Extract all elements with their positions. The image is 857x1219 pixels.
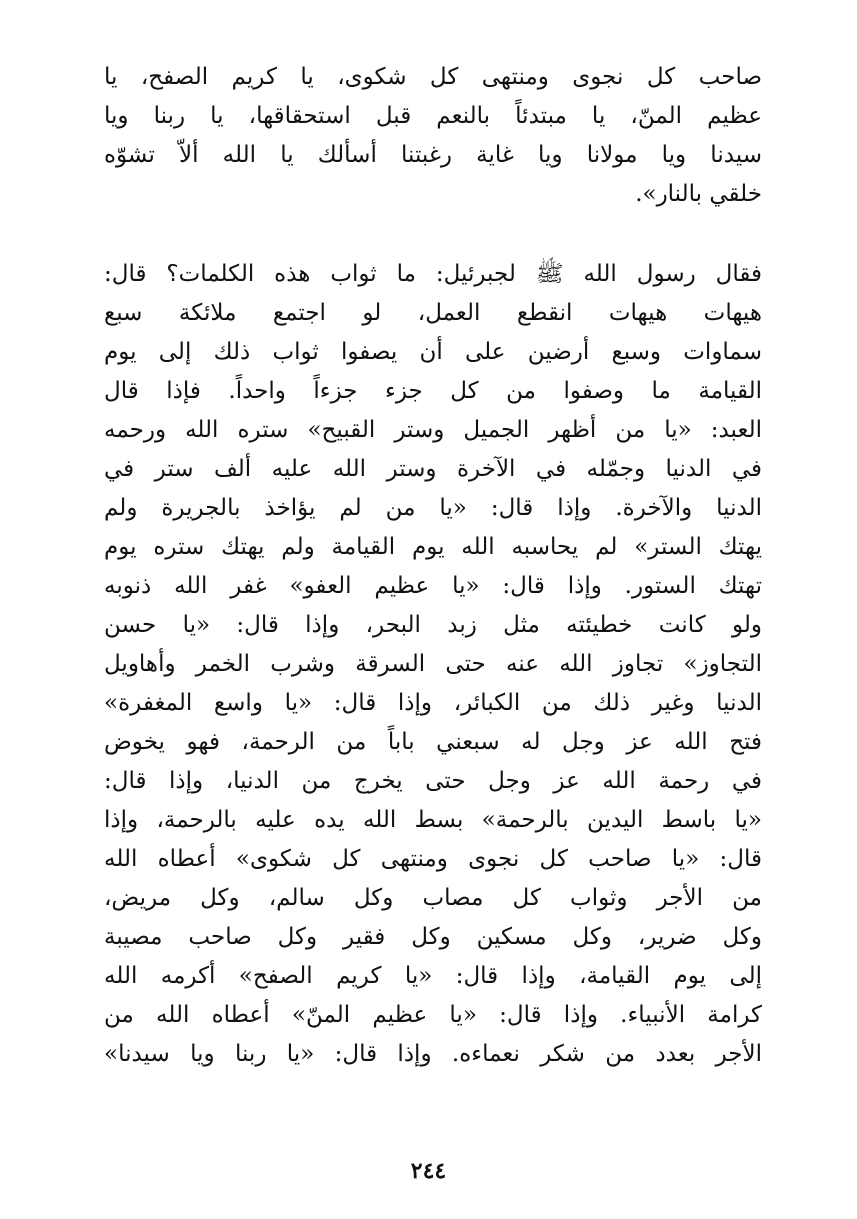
text-line: في الدنيا وجمّله في الآخرة وستر الله عليه ألف ستر في [104, 456, 762, 482]
text-line: عظيم المنّ، يا مبتدئاً بالنعم قبل استحقاقها، يا ربنا ويا [104, 103, 762, 129]
text-line: الدنيا والآخرة. وإذا قال: «يا من لم يؤاخذ بالجريرة ولم [104, 495, 762, 521]
text-line: وكل ضرير، وكل مسكين وكل فقير وكل صاحب مصيبة [104, 924, 762, 950]
text-line: فقال رسول الله ﷺ لجبرئيل: ما ثواب هذه الكلمات؟ قال: [104, 261, 762, 287]
text-line: من الأجر وثواب كل مصاب وكل سالم، وكل مريض، [104, 885, 762, 911]
text-line: سيدنا ويا مولانا ويا غاية رغبتنا أسألك يا الله ألاّ تشوّه [104, 142, 762, 168]
text-line: سماوات وسبع أرضين على أن يصفوا ثواب ذلك إلى يوم [104, 339, 762, 365]
text-line: فتح الله عز وجل له سبعني باباً من الرحمة، فهو يخوض [104, 729, 762, 755]
page-number: ٢٤٤ [410, 1158, 447, 1184]
paragraph-2 [104, 255, 762, 1074]
text-line: هيهات هيهات انقطع العمل، لو اجتمع ملائكة سبع [104, 300, 762, 326]
text-line: كرامة الأنبياء. وإذا قال: «يا عظيم المنّ» أعطاه الله من [104, 1002, 762, 1028]
text-line: إلى يوم القيامة، وإذا قال: «يا كريم الصفح» أكرمه الله [104, 963, 762, 989]
text-line: تهتك الستور. وإذا قال: «يا عظيم العفو» غفر الله ذنوبه [104, 573, 762, 599]
text-line: قال: «يا صاحب كل نجوى ومنتهى كل شكوى» أعطاه الله [104, 846, 762, 872]
text-line: العبد: «يا من أظهر الجميل وستر القبيح» ستره الله ورحمه [104, 417, 762, 443]
text-line: يهتك الستر» لم يحاسبه الله يوم القيامة ولم يهتك ستره يوم [104, 534, 762, 560]
text-line: التجاوز» تجاوز الله عنه حتى السرقة وشرب الخمر وأهاويل [104, 651, 762, 677]
paragraph-1 [104, 58, 762, 214]
text-line: ولو كانت خطيئته مثل زبد البحر، وإذا قال: «يا حسن [104, 612, 762, 638]
text-line: «يا باسط اليدين بالرحمة» بسط الله يده عليه بالرحمة، وإذا [104, 807, 762, 833]
text-line: خلقي بالنار». [635, 181, 762, 207]
text-line: القيامة ما وصفوا من كل جزء جزءاً واحداً. فإذا قال [104, 378, 762, 404]
text-line: الأجر بعدد من شكر نعماءه. وإذا قال: «يا ربنا ويا سيدنا» [104, 1041, 762, 1067]
text-line: صاحب كل نجوى ومنتهى كل شكوى، يا كريم الصفح، يا [104, 64, 762, 90]
text-line: الدنيا وغير ذلك من الكبائر، وإذا قال: «يا واسع المغفرة» [104, 690, 762, 716]
text-line: في رحمة الله عز وجل حتى يخرج من الدنيا، وإذا قال: [104, 768, 762, 794]
